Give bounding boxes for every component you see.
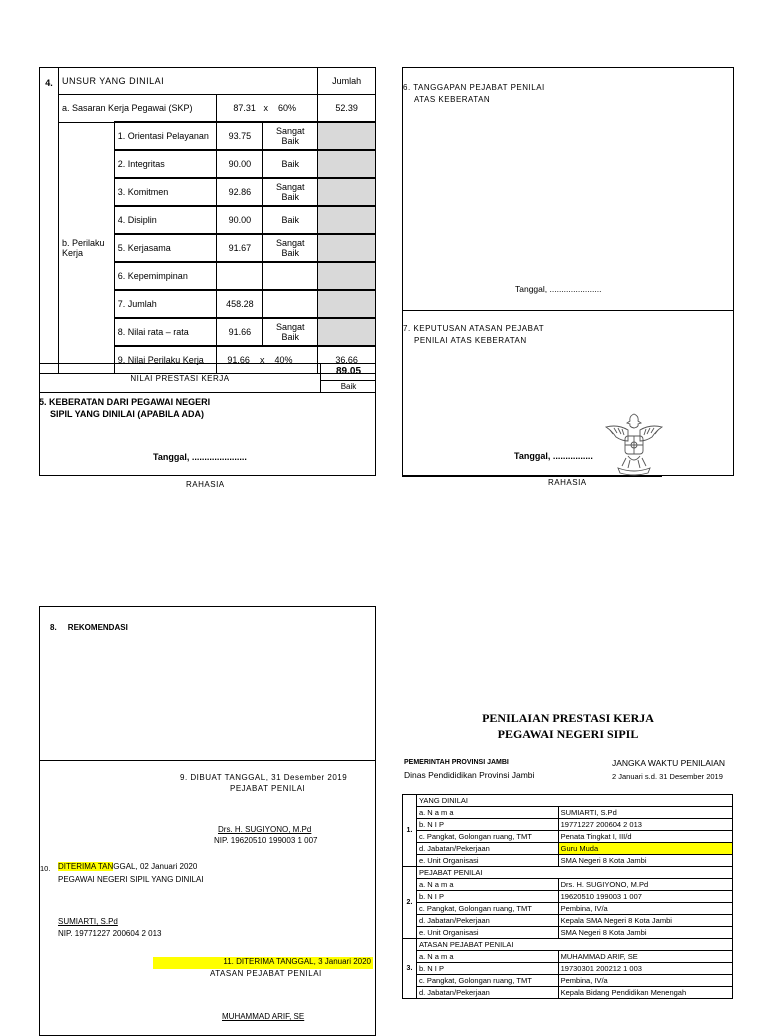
- perilaku-item-grade: Baik: [263, 206, 318, 234]
- section-5-tanggal: Tanggal, ......................: [153, 452, 247, 462]
- section-title: PEJABAT PENILAI: [416, 867, 732, 879]
- section-10-number: 10.: [40, 864, 51, 873]
- field-label: e. Unit Organisasi: [416, 855, 558, 867]
- section-10-line-2: PEGAWAI NEGERI SIPIL YANG DINILAI: [58, 875, 204, 884]
- skp-calc: 87.31 x 60%: [217, 95, 318, 123]
- section-title: YANG DINILAI: [416, 795, 732, 807]
- perilaku-item-label: 7. Jumlah: [114, 290, 217, 318]
- nilai-perilaku-label: 9. Nilai Perilaku Kerja: [114, 346, 217, 374]
- section-title: ATASAN PEJABAT PENILAI: [416, 939, 732, 951]
- section-9-line-2: PEJABAT PENILAI: [230, 784, 306, 793]
- section-4-title: UNSUR YANG DINILAI: [58, 68, 317, 95]
- identitas-row: [403, 975, 733, 987]
- skp-label: a. Sasaran Kerja Pegawai (SKP): [58, 95, 216, 123]
- section-7-title-2: PENILAI ATAS KEBERATAN: [414, 336, 527, 345]
- field-value: Kepala Bidang Pendidikan Menengah: [558, 987, 732, 999]
- perilaku-item-label: 1. Orientasi Pelayanan: [114, 122, 217, 150]
- field-label: b. N I P: [416, 963, 558, 975]
- perilaku-item-score: 458.28: [217, 290, 263, 318]
- rahasia-label: RAHASIA: [548, 478, 587, 487]
- section-8-title: 8. REKOMENDASI: [50, 623, 128, 632]
- section-9-line-1: 9. DIBUAT TANGGAL, 31 Desember 2019: [180, 773, 348, 782]
- npk-grade: Baik: [340, 382, 357, 391]
- field-value: MUHAMMAD ARIF, SE: [558, 951, 732, 963]
- field-label: d. Jabatan/Pekerjaan: [416, 915, 558, 927]
- field-label: a. N a m a: [416, 807, 558, 819]
- perilaku-item-grade: Sangat Baik: [263, 122, 318, 150]
- identitas-table: [402, 794, 733, 999]
- section-10-line-1: DITERIMA TANGGAL, 02 Januari 2020: [58, 862, 198, 871]
- npk-value: 89.05: [335, 366, 362, 377]
- field-label: b. N I P: [416, 891, 558, 903]
- pejabat-penilai-nip: NIP. 19620510 199003 1 007: [214, 836, 318, 845]
- section-7-title-1: 7. KEPUTUSAN ATASAN PEJABAT: [403, 324, 545, 333]
- field-label: c. Pangkat, Golongan ruang, TMT: [416, 903, 558, 915]
- identitas-row: [403, 987, 733, 999]
- section-number: 1.: [403, 795, 417, 867]
- field-value: 19620510 199003 1 007: [558, 891, 732, 903]
- identitas-row: [403, 915, 733, 927]
- perilaku-item-grade: Sangat Baik: [263, 318, 318, 346]
- perilaku-item-score: 92.86: [217, 178, 263, 206]
- cover-title-1: PENILAIAN PRESTASI KERJA: [482, 711, 654, 725]
- identitas-row: [403, 951, 733, 963]
- perilaku-item-grade: Baik: [263, 150, 318, 178]
- garuda-emblem-icon: [604, 408, 664, 478]
- perilaku-kerja-label: b. Perilaku Kerja: [58, 122, 114, 374]
- identitas-row: [403, 831, 733, 843]
- field-value: SUMIARTI, S.Pd: [558, 807, 732, 819]
- perilaku-item-grade: Sangat Baik: [263, 234, 318, 262]
- section-4-number: 4.: [40, 68, 59, 374]
- perilaku-item-score: 91.67: [217, 234, 263, 262]
- field-label: b. N I P: [416, 819, 558, 831]
- identitas-row: [403, 963, 733, 975]
- rahasia-label: RAHASIA: [186, 480, 225, 489]
- perilaku-item-grade: [263, 262, 318, 290]
- identitas-row: [403, 807, 733, 819]
- field-label: a. N a m a: [416, 951, 558, 963]
- field-value: Penata Tingkat I, III/d: [558, 831, 732, 843]
- perilaku-item-grade: Sangat Baik: [263, 178, 318, 206]
- perilaku-item-label: 5. Kerjasama: [114, 234, 217, 262]
- field-label: c. Pangkat, Golongan ruang, TMT: [416, 975, 558, 987]
- section-number: 2.: [403, 867, 417, 939]
- section-5-title-1: 5. KEBERATAN DARI PEGAWAI NEGERI: [39, 397, 211, 407]
- field-label: a. N a m a: [416, 879, 558, 891]
- field-label: e. Unit Organisasi: [416, 927, 558, 939]
- identitas-row: [403, 855, 733, 867]
- section-11-line-1: 11. DITERIMA TANGGAL, 3 Januari 2020: [153, 957, 373, 969]
- section-6-title-2: ATAS KEBERATAN: [414, 95, 491, 104]
- npk-row: [39, 363, 376, 393]
- jumlah-header: Jumlah: [318, 68, 376, 95]
- pns-dinilai-nip: NIP. 19771227 200604 2 013: [58, 929, 162, 938]
- perilaku-item-grade: [263, 290, 318, 318]
- perilaku-item-score: 90.00: [217, 206, 263, 234]
- nilai-perilaku-total: 36.66: [318, 346, 376, 374]
- pejabat-penilai-name: Drs. H. SUGIYONO, M.Pd: [218, 825, 312, 834]
- identitas-row: [403, 903, 733, 915]
- field-value: Guru Muda: [558, 843, 732, 855]
- section-5-title-2: SIPIL YANG DINILAI (APABILA ADA): [50, 409, 205, 419]
- perilaku-item-label: 2. Integritas: [114, 150, 217, 178]
- cover-title-2: PEGAWAI NEGERI SIPIL: [497, 727, 639, 741]
- jangka-waktu-value: 2 Januari s.d. 31 Desember 2019: [612, 772, 723, 781]
- pns-dinilai-name: SUMIARTI, S.Pd: [58, 917, 118, 926]
- perilaku-item-label: 8. Nilai rata – rata: [114, 318, 217, 346]
- perilaku-item-score: 90.00: [217, 150, 263, 178]
- section-6-tanggal: Tanggal, ......................: [515, 284, 602, 294]
- field-value: Pembina, IV/a: [558, 975, 732, 987]
- section-7-tanggal: Tanggal, ................: [514, 451, 593, 461]
- nilai-perilaku-calc: 91.66 x 40%: [217, 346, 318, 374]
- identitas-row: [403, 819, 733, 831]
- skp-total: 52.39: [318, 95, 376, 123]
- field-value: Kepala SMA Negeri 8 Kota Jambi: [558, 915, 732, 927]
- field-value: 19730301 200212 1 003: [558, 963, 732, 975]
- field-value: SMA Negeri 8 Kota Jambi: [558, 927, 732, 939]
- page-3-frame: [39, 606, 376, 1036]
- identitas-row: [403, 843, 733, 855]
- field-label: c. Pangkat, Golongan ruang, TMT: [416, 831, 558, 843]
- perilaku-item-score: 93.75: [217, 122, 263, 150]
- unsur-penilaian-table: [39, 67, 376, 374]
- perilaku-item-score: 91.66: [217, 318, 263, 346]
- field-value: Drs. H. SUGIYONO, M.Pd: [558, 879, 732, 891]
- instansi-label: PEMERINTAH PROVINSI JAMBI: [404, 759, 509, 766]
- atasan-pejabat-penilai-name: MUHAMMAD ARIF, SE: [222, 1012, 305, 1021]
- perilaku-item-label: 4. Disiplin: [114, 206, 217, 234]
- field-value: SMA Negeri 8 Kota Jambi: [558, 855, 732, 867]
- section-11-line-2: ATASAN PEJABAT PENILAI: [210, 969, 322, 978]
- field-label: d. Jabatan/Pekerjaan: [416, 843, 558, 855]
- dinas-label: Dinas Pendididikan Provinsi Jambi: [404, 770, 535, 780]
- identitas-row: [403, 927, 733, 939]
- identitas-row: [403, 879, 733, 891]
- field-label: d. Jabatan/Pekerjaan: [416, 987, 558, 999]
- section-number: 3.: [403, 939, 417, 999]
- perilaku-item-label: 3. Komitmen: [114, 178, 217, 206]
- npk-label: NILAI PRESTASI KERJA: [130, 374, 230, 383]
- identitas-row: [403, 891, 733, 903]
- section-6-title-1: 6. TANGGAPAN PEJABAT PENILAI: [403, 83, 545, 92]
- perilaku-item-label: 6. Kepemimpinan: [114, 262, 217, 290]
- field-value: 19771227 200604 2 013: [558, 819, 732, 831]
- field-value: Pembina, IV/a: [558, 903, 732, 915]
- jangka-waktu-label: JANGKA WAKTU PENILAIAN: [612, 758, 726, 768]
- perilaku-item-score: [217, 262, 263, 290]
